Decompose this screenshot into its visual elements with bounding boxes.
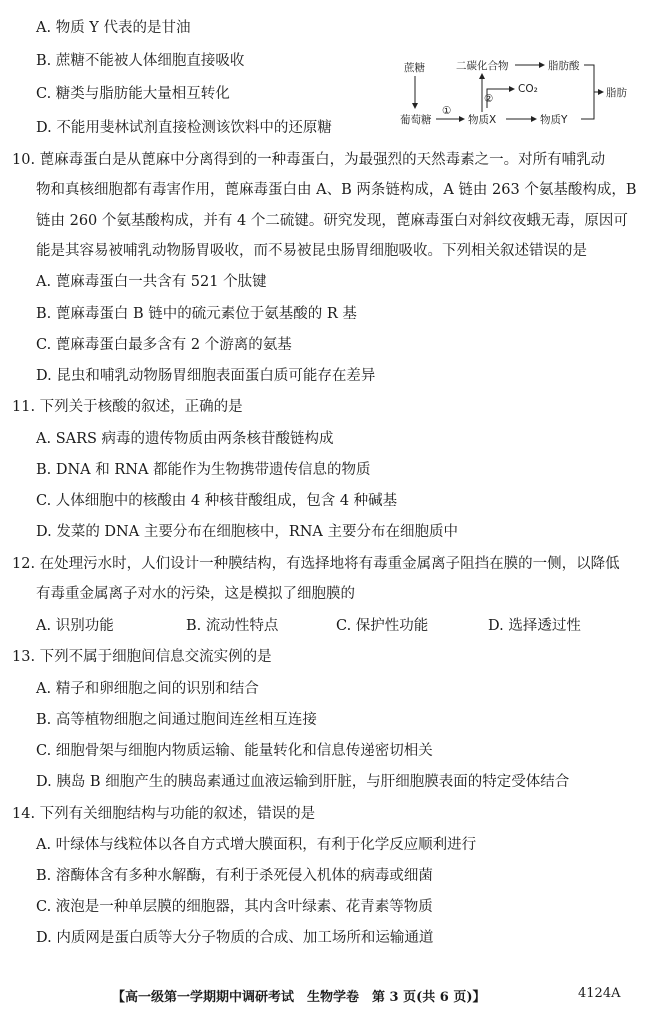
q12-stem-line-2: 有毒重金属离子对水的污染，这是模拟了细胞膜的 <box>36 586 355 602</box>
q9-option-d: D. 不能用斐林试剂直接检测该饮料中的还原糖 <box>36 120 332 136</box>
q11-option-a: A. SARS 病毒的遗传物质由两条核苷酸链构成 <box>36 431 334 447</box>
q14-option-b: B. 溶酶体含有多种水解酶，有利于杀死侵入机体的病毒或细菌 <box>36 868 433 884</box>
q12-stem-line-1: 12. 在处理污水时，人们设计一种膜结构，有选择地将有毒重金属离子阻挡在膜的一侧，以降低 <box>12 556 620 572</box>
q13-option-c: C. 细胞骨架与细胞内物质运输、能量转化和信息传递密切相关 <box>36 743 433 759</box>
bracket-to-fat <box>581 65 594 119</box>
q14-stem: 14. 下列有关细胞结构与功能的叙述，错误的是 <box>12 806 316 822</box>
q10-option-d: D. 昆虫和哺乳动物肠胃细胞表面蛋白质可能存在差异 <box>36 368 376 384</box>
q9-option-c: C. 糖类与脂肪能大量相互转化 <box>36 86 230 102</box>
q13-option-a: A. 精子和卵细胞之间的识别和结合 <box>36 681 259 697</box>
footer-code: 4124A <box>578 986 621 1001</box>
fat-label: 脂肪 <box>606 87 627 99</box>
q10-stem-line-3: 链由 260 个氨基酸构成，并有 4 个二硫键。研究发现，蓖麻毒蛋白对斜纹夜蛾无毒，原因可 <box>36 213 628 229</box>
q9-option-a: A. 物质 Y 代表的是甘油 <box>36 20 191 36</box>
q10-option-b: B. 蓖麻毒蛋白 B 链中的硫元素位于氨基酸的 R 基 <box>36 306 357 322</box>
step-2-label: ② <box>484 93 494 105</box>
metabolism-diagram <box>398 52 634 134</box>
page-footer <box>0 986 648 1008</box>
q14-option-a: A. 叶绿体与线粒体以各自方式增大膜面积，有利于化学反应顺利进行 <box>36 837 477 853</box>
substance-y-label: 物质Y <box>540 114 568 126</box>
q10-stem-line-1: 10. 蓖麻毒蛋白是从蓖麻中分离得到的一种毒蛋白，为最强烈的天然毒素之一。对所有哺乳动 <box>12 152 606 168</box>
glucose-label: 葡萄糖 <box>400 114 432 126</box>
q12-option-c: C. 保护性功能 <box>336 618 429 634</box>
q10-option-c: C. 蓖麻毒蛋白最多含有 2 个游离的氨基 <box>36 337 292 353</box>
q13-option-b: B. 高等植物细胞之间通过胞间连丝相互连接 <box>36 712 317 728</box>
sucrose-label: 蔗糖 <box>404 62 425 74</box>
q11-option-b: B. DNA 和 RNA 都能作为生物携带遗传信息的物质 <box>36 462 371 478</box>
q11-option-d: D. 发菜的 DNA 主要分布在细胞核中，RNA 主要分布在细胞质中 <box>36 524 459 540</box>
q13-stem: 13. 下列不属于细胞间信息交流实例的是 <box>12 649 272 665</box>
q13-option-d: D. 胰岛 B 细胞产生的胰岛素通过血液运输到肝脏，与肝细胞膜表面的特定受体结合 <box>36 774 570 790</box>
fatty-acid-label: 脂肪酸 <box>548 60 580 72</box>
q10-option-a: A. 蓖麻毒蛋白一共含有 521 个肽键 <box>36 274 267 290</box>
q10-stem-line-4: 能是其容易被哺乳动物肠胃吸收，而不易被昆虫肠胃细胞吸收。下列相关叙述错误的是 <box>36 243 587 259</box>
step-1-label: ① <box>442 105 452 117</box>
q10-stem-line-2: 物和真核细胞都有毒害作用，蓖麻毒蛋白由 A、B 两条链构成，A 链由 263 个氨基酸构成，B <box>36 182 637 198</box>
compound-label: 二碳化合物 <box>456 60 509 72</box>
q9-option-b: B. 蔗糖不能被人体细胞直接吸收 <box>36 53 245 69</box>
q14-option-c: C. 液泡是一种单层膜的细胞器，其内含叶绿素、花青素等物质 <box>36 899 433 915</box>
q14-option-d: D. 内质网是蛋白质等大分子物质的合成、加工场所和运输通道 <box>36 930 434 946</box>
q11-option-c: C. 人体细胞中的核酸由 4 种核苷酸组成，包含 4 种碱基 <box>36 493 398 509</box>
q12-option-d: D. 选择透过性 <box>488 618 581 634</box>
co2-label: CO₂ <box>518 83 538 95</box>
q12-option-b: B. 流动性特点 <box>186 618 279 634</box>
substance-x-label: 物质X <box>468 114 497 126</box>
q11-stem: 11. 下列关于核酸的叙述，正确的是 <box>12 399 243 415</box>
q12-option-a: A. 识别功能 <box>36 618 114 634</box>
footer-title: 【高一级第一学期期中调研考试 生物学卷 第 3 页(共 6 页)】 <box>112 990 486 1005</box>
